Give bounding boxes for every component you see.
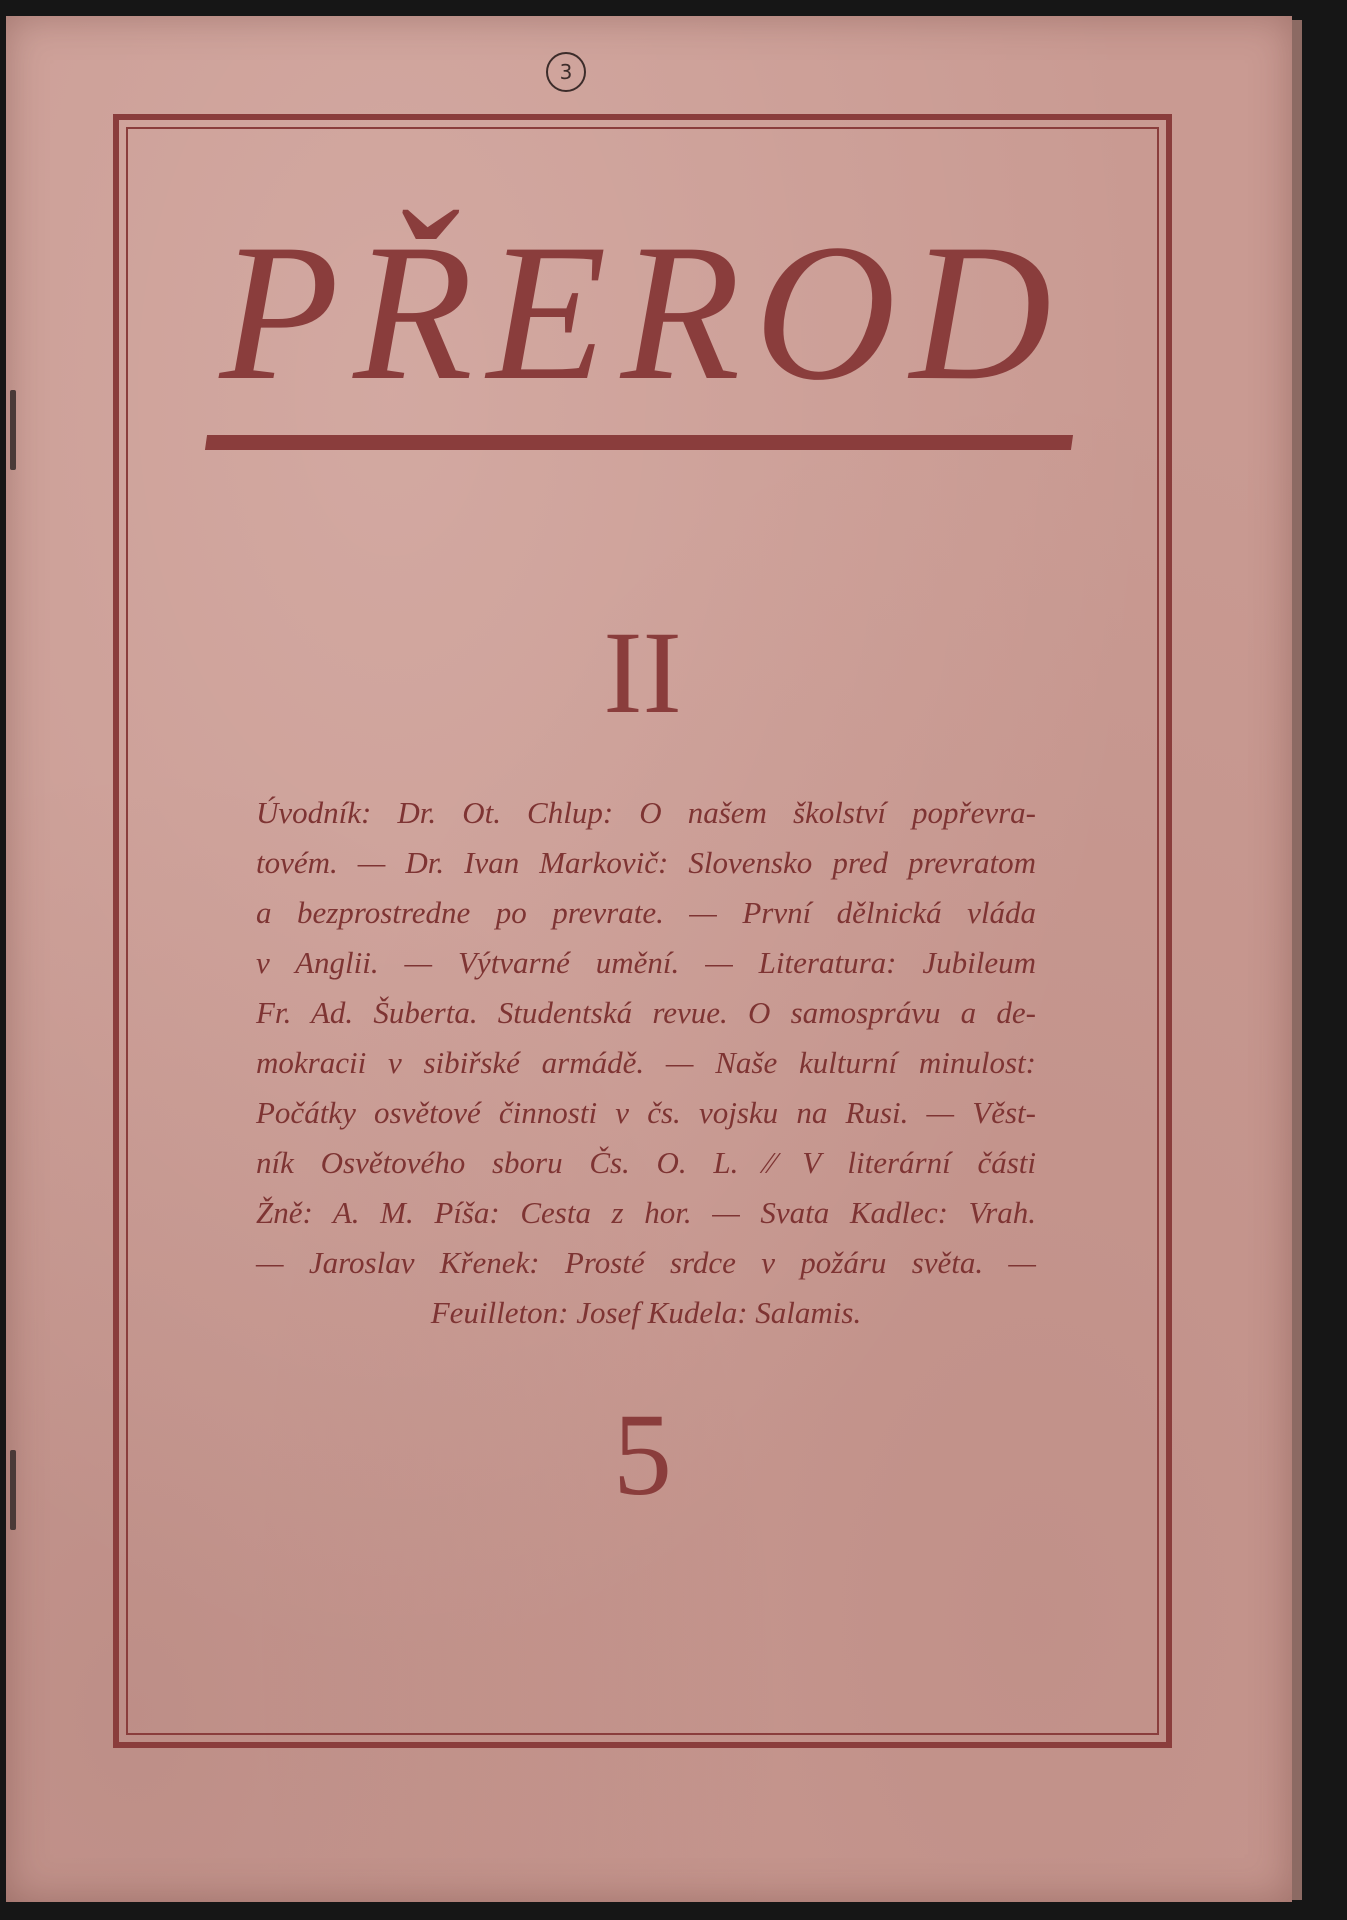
contents-line: tovém. — Dr. Ivan Markovič: Slovensko pred prevratom bbox=[256, 845, 1036, 880]
title-rule bbox=[205, 435, 1073, 450]
staple bbox=[10, 390, 16, 470]
staple bbox=[10, 1450, 16, 1530]
contents-line: mokracii v sibiřské armádě. — Naše kulturní minulost: bbox=[256, 1045, 1036, 1080]
contents-line: Žně: A. M. Píša: Cesta z hor. — Svata Kadlec: Vrah. bbox=[256, 1195, 1036, 1230]
contents-line: Fr. Ad. Šuberta. Studentská revue. O samosprávu a de- bbox=[256, 995, 1036, 1030]
table-of-contents bbox=[256, 788, 1036, 1338]
contents-line: a bezprostredne po prevrate. — První dělnická vláda bbox=[256, 895, 1036, 930]
contents-line: v Anglii. — Výtvarné umění. — Literatura: Jubileum bbox=[256, 945, 1036, 980]
page-edge bbox=[1292, 20, 1302, 1900]
issue-number: 5 bbox=[613, 1389, 672, 1520]
magazine-title: PŘEROD bbox=[219, 204, 1066, 421]
archive-number-mark: 3 bbox=[546, 52, 586, 92]
contents-line: ník Osvětového sboru Čs. O. L. ⁄⁄ V literární části bbox=[256, 1145, 1036, 1180]
contents-line: — Jaroslav Křenek: Prosté srdce v požáru světa. — bbox=[256, 1245, 1036, 1280]
contents-line: Úvodník: Dr. Ot. Chlup: O našem školství popřevra- bbox=[256, 795, 1036, 830]
contents-line: Počátky osvětové činnosti v čs. vojsku na Rusi. — Věst- bbox=[256, 1095, 1036, 1130]
contents-line: Feuilleton: Josef Kudela: Salamis. bbox=[430, 1295, 862, 1330]
volume-number: II bbox=[603, 607, 682, 738]
